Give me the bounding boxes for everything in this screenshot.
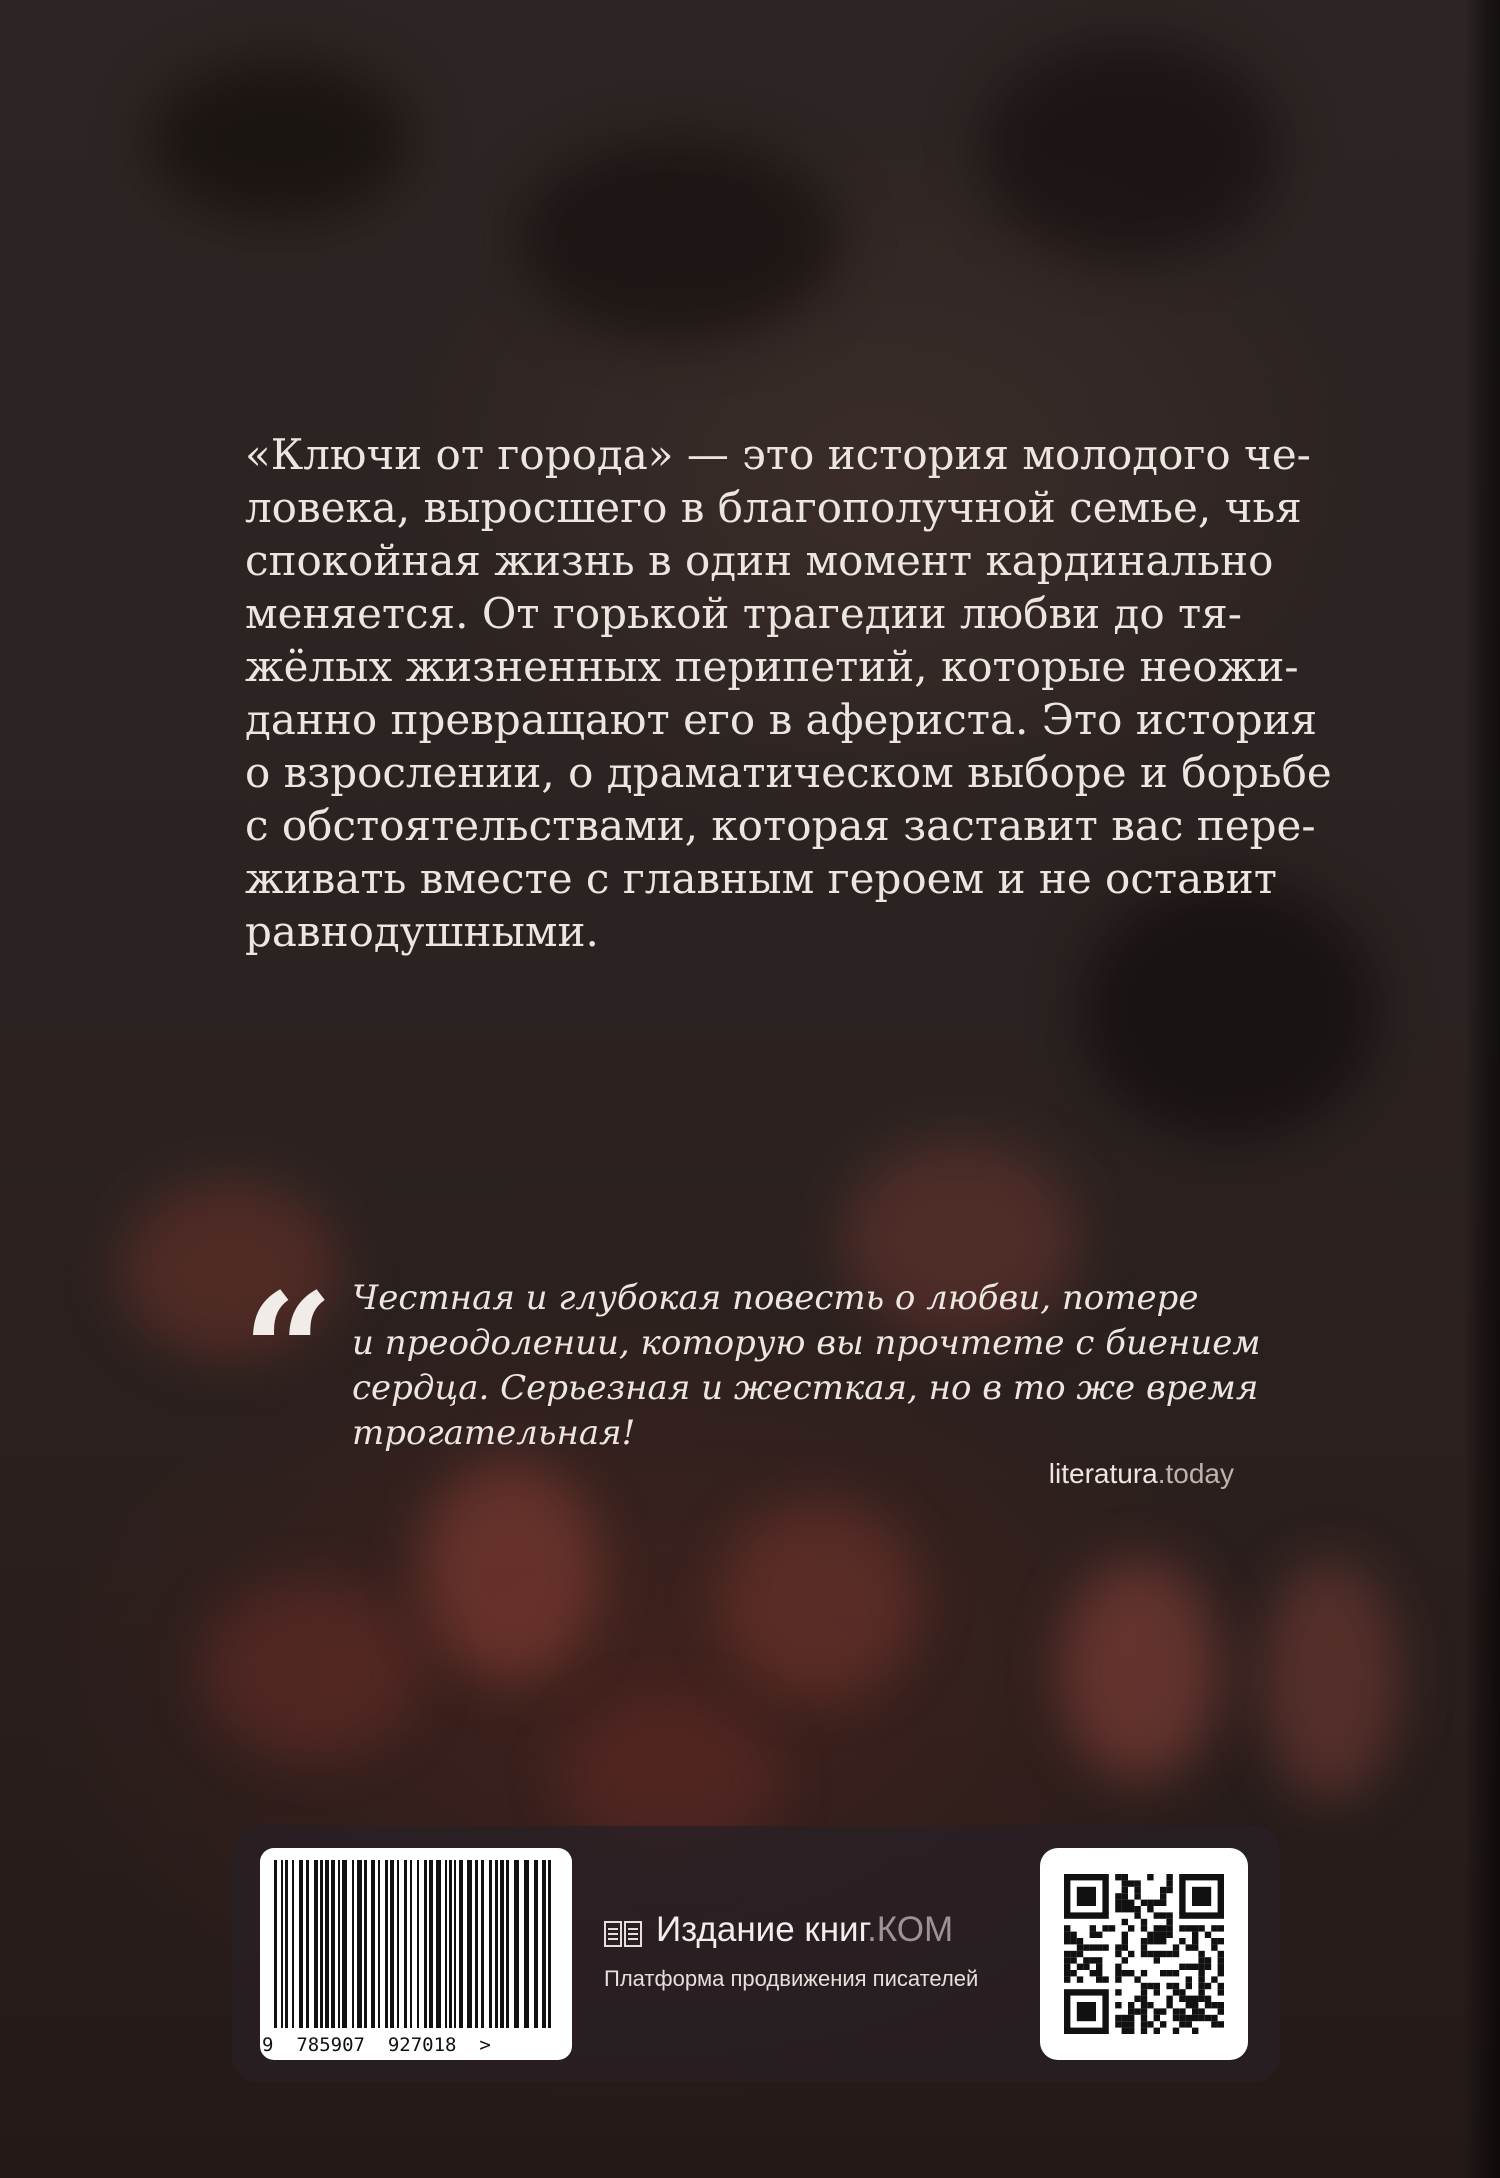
qr-module: [1141, 1925, 1147, 1931]
qr-module: [1173, 2008, 1179, 2014]
qr-module: [1115, 2015, 1121, 2021]
qr-module: [1122, 1938, 1128, 1944]
qr-module: [1122, 1932, 1128, 1938]
qr-module: [1064, 1976, 1070, 1982]
qr-module: [1122, 1944, 1128, 1950]
qr-module: [1205, 2015, 1211, 2021]
barcode-bar: [489, 1860, 492, 2028]
qr-module: [1115, 1976, 1121, 1982]
qr-module: [1192, 2028, 1198, 2034]
qr-module: [1128, 1906, 1134, 1912]
qr-module: [1192, 2002, 1198, 2008]
qr-module: [1166, 1925, 1172, 1931]
qr-module: [1141, 2021, 1147, 2027]
qr-module: [1096, 1976, 1102, 1982]
qr-module: [1218, 1970, 1224, 1976]
qr-module: [1218, 1938, 1224, 1944]
qr-module: [1160, 1893, 1166, 1899]
qr-module: [1141, 2015, 1147, 2021]
qr-module: [1141, 2008, 1147, 2014]
barcode-bar: [320, 1860, 323, 2028]
qr-module: [1141, 1938, 1147, 1944]
qr-module: [1166, 1874, 1172, 1880]
barcode-bar: [292, 1860, 294, 2028]
qr-module: [1160, 1925, 1166, 1931]
qr-module: [1154, 1932, 1160, 1938]
qr-module: [1186, 1983, 1192, 1989]
qr-module: [1070, 1932, 1076, 1938]
description-line: «Ключи от города» — это история молодого че-: [245, 430, 1311, 479]
qr-module: [1160, 2021, 1166, 2027]
qr-module: [1096, 1932, 1102, 1938]
barcode-bar: [475, 1860, 478, 2028]
qr-finder: [1192, 1887, 1211, 1906]
qr-module: [1128, 1951, 1134, 1957]
publisher-tagline: Платформа продвижения писателей: [604, 1966, 979, 1991]
qr-module: [1115, 1906, 1121, 1912]
qr-module: [1083, 1944, 1089, 1950]
qr-module: [1147, 1932, 1153, 1938]
qr-module: [1090, 1932, 1096, 1938]
qr-module: [1211, 1944, 1217, 1950]
qr-module: [1192, 2008, 1198, 2014]
description-line: жёлых жизненных перипетий, которые неожи-: [245, 642, 1299, 691]
qr-module: [1186, 2021, 1192, 2027]
qr-module: [1186, 2002, 1192, 2008]
qr-module: [1154, 1938, 1160, 1944]
qr-module: [1128, 1900, 1134, 1906]
qr-module: [1141, 1951, 1147, 1957]
qr-module: [1115, 1874, 1121, 1880]
qr-module: [1173, 1951, 1179, 1957]
barcode-bar: [436, 1860, 441, 2028]
qr-code-pattern: [1040, 1848, 1248, 2060]
qr-module: [1198, 1996, 1204, 2002]
barcode-bar: [342, 1860, 347, 2028]
qr-module: [1166, 1983, 1172, 1989]
barcode-bar: [274, 1860, 277, 2028]
qr-module: [1147, 1874, 1153, 1880]
qr-module: [1166, 1880, 1172, 1886]
qr-module: [1198, 1983, 1204, 1989]
qr-module: [1205, 1932, 1211, 1938]
barcode-bar: [352, 1860, 354, 2028]
barcode-bar: [495, 1860, 498, 2028]
qr-module: [1154, 2008, 1160, 2014]
qr-module: [1173, 1944, 1179, 1950]
qr-module: [1160, 1951, 1166, 1957]
review-source-main: literatura: [1048, 1458, 1158, 1489]
qr-module: [1218, 1957, 1224, 1963]
barcode-bar: [357, 1860, 362, 2028]
qr-finder: [1077, 1887, 1096, 1906]
qr-module: [1192, 2015, 1198, 2021]
qr-module: [1141, 1944, 1147, 1950]
barcode-bar: [429, 1860, 433, 2028]
review-quote: [352, 1276, 1261, 1456]
qr-module: [1070, 1970, 1076, 1976]
qr-module: [1186, 1925, 1192, 1931]
barcode-bar: [548, 1860, 551, 2028]
barcode-bar: [500, 1860, 504, 2028]
qr-module: [1064, 1925, 1070, 1931]
qr-module: [1166, 1887, 1172, 1893]
qr-module: [1179, 2021, 1185, 2027]
qr-module: [1077, 1938, 1083, 1944]
qr-module: [1186, 1944, 1192, 1950]
qr-module: [1122, 1893, 1128, 1899]
isbn-digits: 9 785907 927018 >: [262, 2034, 491, 2056]
qr-module: [1173, 1983, 1179, 1989]
qr-module: [1070, 1957, 1076, 1963]
qr-module: [1173, 1989, 1179, 1995]
description-line: живать вместе с главным героем и не оставит: [245, 854, 1277, 903]
qr-module: [1154, 1957, 1160, 1963]
qr-module: [1134, 1893, 1140, 1899]
barcode-bar: [325, 1860, 329, 2028]
barcode-bar: [299, 1860, 303, 2028]
barcode-bar: [410, 1860, 412, 2028]
qr-module: [1160, 2008, 1166, 2014]
qr-module: [1115, 1951, 1121, 1957]
review-line: сердца. Серьезная и жесткая, но в то же время: [352, 1368, 1259, 1408]
description-line: о взрослении, о драматическом выборе и борьбе: [245, 748, 1332, 797]
qr-module: [1128, 1925, 1134, 1931]
qr-module: [1096, 1957, 1102, 1963]
qr-module: [1128, 2008, 1134, 2014]
qr-module: [1218, 1964, 1224, 1970]
qr-module: [1166, 1996, 1172, 2002]
qr-module: [1096, 1964, 1102, 1970]
qr-module: [1186, 1964, 1192, 1970]
qr-module: [1070, 1938, 1076, 1944]
qr-module: [1122, 1887, 1128, 1893]
qr-module: [1154, 2028, 1160, 2034]
qr-module: [1166, 1912, 1172, 1918]
qr-module: [1198, 1976, 1204, 1982]
qr-module: [1128, 2028, 1134, 2034]
description-line: спокойная жизнь в один момент кардинально: [245, 536, 1274, 585]
barcode-bar: [467, 1860, 472, 2028]
qr-module: [1090, 1970, 1096, 1976]
qr-module: [1077, 1951, 1083, 1957]
qr-module: [1186, 1996, 1192, 2002]
qr-module: [1160, 1938, 1166, 1944]
qr-module: [1179, 2008, 1185, 2014]
qr-module: [1122, 1919, 1128, 1925]
barcode-bar: [397, 1860, 399, 2028]
qr-module: [1128, 2002, 1134, 2008]
qr-module: [1141, 1996, 1147, 2002]
barcode-bar: [285, 1860, 288, 2028]
qr-module: [1122, 2015, 1128, 2021]
barcode-bar: [534, 1860, 538, 2028]
qr-module: [1141, 1983, 1147, 1989]
qr-module: [1122, 2028, 1128, 2034]
qr-module: [1090, 1925, 1096, 1931]
qr-module: [1122, 1970, 1128, 1976]
qr-module: [1141, 1989, 1147, 1995]
qr-module: [1166, 1919, 1172, 1925]
qr-module: [1141, 1970, 1147, 1976]
qr-module: [1211, 1938, 1217, 1944]
qr-module: [1122, 1906, 1128, 1912]
barcode-bar: [378, 1860, 380, 2028]
qr-module: [1077, 1964, 1083, 1970]
qr-module: [1134, 1906, 1140, 1912]
qr-module: [1218, 2002, 1224, 2008]
spine-edge: [1464, 0, 1500, 2178]
qr-module: [1134, 1880, 1140, 1886]
quote-mark-icon: “: [242, 1258, 335, 1446]
qr-module: [1115, 1900, 1121, 1906]
barcode-bar: [506, 1860, 509, 2028]
qr-module: [1083, 1957, 1089, 1963]
description-line: с обстоятельствами, которая заставит вас пере-: [245, 801, 1316, 850]
qr-module: [1211, 2002, 1217, 2008]
qr-module: [1141, 1900, 1147, 1906]
qr-module: [1173, 2028, 1179, 2034]
qr-module: [1198, 1925, 1204, 1931]
qr-module: [1122, 1900, 1128, 1906]
barcode-bar: [481, 1860, 484, 2028]
qr-module: [1160, 1970, 1166, 1976]
qr-module: [1211, 1976, 1217, 1982]
barcode-bar: [524, 1860, 529, 2028]
qr-module: [1211, 2015, 1217, 2021]
qr-module: [1147, 1906, 1153, 1912]
qr-module: [1102, 1944, 1108, 1950]
barcode-bar: [542, 1860, 546, 2028]
barcode-bar: [306, 1860, 309, 2028]
qr-module: [1147, 1983, 1153, 1989]
qr-module: [1090, 1944, 1096, 1950]
qr-module: [1205, 1983, 1211, 1989]
qr-module: [1160, 1887, 1166, 1893]
qr-module: [1102, 1925, 1108, 1931]
qr-module: [1147, 1938, 1153, 1944]
qr-module: [1211, 2021, 1217, 2027]
qr-module: [1198, 1964, 1204, 1970]
qr-module: [1128, 1970, 1134, 1976]
qr-module: [1154, 1912, 1160, 1918]
qr-module: [1198, 1970, 1204, 1976]
qr-module: [1141, 1919, 1147, 1925]
qr-module: [1096, 1944, 1102, 1950]
qr-module: [1134, 1996, 1140, 2002]
qr-module: [1192, 1964, 1198, 1970]
qr-module: [1179, 1989, 1185, 1995]
qr-module: [1173, 2015, 1179, 2021]
qr-module: [1115, 1944, 1121, 1950]
qr-module: [1218, 1925, 1224, 1931]
qr-module: [1141, 2002, 1147, 2008]
review-line: трогательная!: [352, 1413, 636, 1453]
qr-module: [1173, 1970, 1179, 1976]
qr-module: [1102, 1976, 1108, 1982]
qr-module: [1218, 2008, 1224, 2014]
qr-module: [1064, 1951, 1070, 1957]
qr-module: [1077, 1944, 1083, 1950]
qr-module: [1147, 2002, 1153, 2008]
qr-module: [1134, 2008, 1140, 2014]
qr-module: [1141, 2028, 1147, 2034]
qr-module: [1096, 1970, 1102, 1976]
book-description: [245, 428, 1332, 958]
qr-module: [1160, 1932, 1166, 1938]
qr-module: [1192, 1938, 1198, 1944]
qr-module: [1154, 1925, 1160, 1931]
description-line: данно превращают его в афериста. Это история: [245, 695, 1318, 744]
barcode-bars: [260, 1848, 572, 2034]
qr-module: [1115, 1893, 1121, 1899]
barcode-bar: [281, 1860, 283, 2028]
qr-code: [1040, 1848, 1248, 2060]
qr-module: [1070, 1951, 1076, 1957]
qr-module: [1154, 1951, 1160, 1957]
qr-module: [1064, 1932, 1070, 1938]
qr-module: [1064, 1957, 1070, 1963]
review-line: Честная и глубокая повесть о любви, потере: [352, 1278, 1199, 1318]
barcode-bar: [390, 1860, 394, 2028]
qr-module: [1134, 1976, 1140, 1982]
qr-module: [1218, 1983, 1224, 1989]
qr-module: [1218, 1951, 1224, 1957]
qr-module: [1179, 1996, 1185, 2002]
description-line: ловека, выросшего в благополучной семье, чья: [245, 483, 1302, 532]
qr-module: [1179, 2015, 1185, 2021]
publisher-name-domain: .КОМ: [867, 1910, 954, 1949]
barcode-bar: [417, 1860, 419, 2028]
qr-module: [1128, 2021, 1134, 2027]
qr-module: [1122, 1874, 1128, 1880]
qr-module: [1122, 1957, 1128, 1963]
qr-module: [1205, 1957, 1211, 1963]
qr-module: [1122, 1880, 1128, 1886]
description-line: меняется. От горькой трагедии любви до тя-: [245, 589, 1242, 638]
qr-module: [1154, 1900, 1160, 1906]
qr-module: [1186, 2015, 1192, 2021]
qr-module: [1179, 1964, 1185, 1970]
qr-module: [1128, 1880, 1134, 1886]
qr-module: [1192, 1925, 1198, 1931]
qr-module: [1198, 2008, 1204, 2014]
qr-module: [1218, 1989, 1224, 1995]
qr-module: [1205, 1964, 1211, 1970]
qr-module: [1090, 1957, 1096, 1963]
description-line: равнодушными.: [245, 907, 599, 956]
barcode-bar: [385, 1860, 388, 2028]
qr-module: [1166, 1951, 1172, 1957]
qr-module: [1218, 2021, 1224, 2027]
qr-module: [1083, 1964, 1089, 1970]
qr-module: [1115, 2021, 1121, 2027]
barcode-bar: [454, 1860, 456, 2028]
qr-module: [1134, 1887, 1140, 1893]
qr-module: [1064, 1938, 1070, 1944]
barcode-bar: [424, 1860, 427, 2028]
qr-module: [1147, 2021, 1153, 2027]
qr-module: [1115, 2002, 1121, 2008]
isbn-barcode: [260, 1848, 572, 2060]
qr-module: [1179, 1925, 1185, 1931]
qr-module: [1211, 1925, 1217, 1931]
review-source-domain: .today: [1157, 1458, 1234, 1489]
qr-module: [1115, 1964, 1121, 1970]
qr-module: [1160, 1912, 1166, 1918]
qr-module: [1198, 2015, 1204, 2021]
qr-module: [1192, 1932, 1198, 1938]
qr-module: [1128, 2015, 1134, 2021]
qr-module: [1064, 1970, 1070, 1976]
barcode-bar: [404, 1860, 407, 2028]
barcode-bar: [459, 1860, 463, 2028]
qr-module: [1064, 1964, 1070, 1970]
qr-module: [1205, 2002, 1211, 2008]
qr-module: [1115, 1970, 1121, 1976]
qr-module: [1147, 1900, 1153, 1906]
publisher-name: [656, 1910, 953, 1950]
qr-module: [1192, 1996, 1198, 2002]
qr-module: [1198, 1951, 1204, 1957]
qr-module: [1192, 1944, 1198, 1950]
barcode-bar: [514, 1860, 519, 2028]
qr-module: [1134, 1912, 1140, 1918]
barcode-bar: [314, 1860, 318, 2028]
open-book-icon: [604, 1920, 642, 1948]
barcode-bar: [449, 1860, 452, 2028]
qr-module: [1166, 1932, 1172, 1938]
qr-module: [1122, 2021, 1128, 2027]
qr-module: [1115, 1989, 1121, 1995]
qr-module: [1198, 1957, 1204, 1963]
review-source: [900, 1458, 1234, 1490]
barcode-bar: [331, 1860, 335, 2028]
qr-module: [1160, 1900, 1166, 1906]
qr-module: [1179, 1938, 1185, 1944]
qr-module: [1154, 2015, 1160, 2021]
qr-module: [1077, 1976, 1083, 1982]
qr-module: [1154, 1983, 1160, 1989]
qr-module: [1186, 1976, 1192, 1982]
publisher-name-main: Издание книг: [656, 1910, 868, 1949]
qr-finder: [1077, 2002, 1096, 2021]
qr-module: [1166, 2002, 1172, 2008]
barcode-bar: [371, 1860, 375, 2028]
qr-module: [1166, 1970, 1172, 1976]
qr-module: [1198, 1989, 1204, 1995]
barcode-bar: [445, 1860, 447, 2028]
review-line: и преодолении, которую вы прочтете с биением: [352, 1323, 1261, 1363]
qr-module: [1147, 1951, 1153, 1957]
qr-module: [1109, 1925, 1115, 1931]
barcode-bar: [364, 1860, 367, 2028]
qr-module: [1205, 1996, 1211, 2002]
barcode-bar: [338, 1860, 340, 2028]
qr-module: [1154, 1989, 1160, 1995]
